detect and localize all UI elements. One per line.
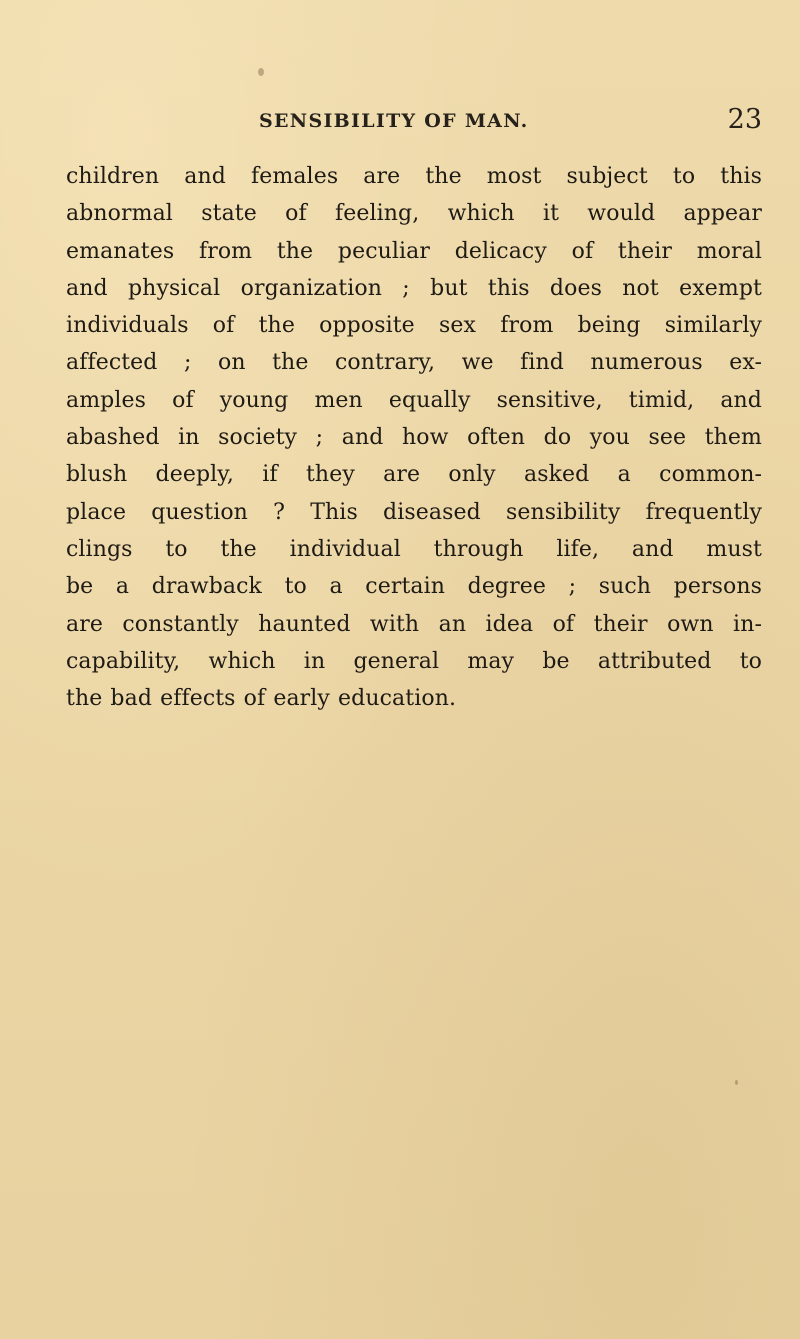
text-line: and physical organization ; but this does not exempt xyxy=(66,275,762,301)
page-number: 23 xyxy=(727,104,762,135)
paper-speck xyxy=(735,1080,738,1085)
text-line: children and females are the most subject to this xyxy=(66,164,762,189)
running-head xyxy=(66,106,762,136)
text-line: abashed in society ; and how often do you see them xyxy=(66,425,762,451)
text-line: be a drawback to a certain degree ; such persons xyxy=(66,574,762,600)
text-line: are constantly haunted with an idea of their own in- xyxy=(66,611,762,637)
running-head-title: SENSIBILITY OF MAN. xyxy=(259,110,529,132)
text-line: capability, which in general may be attributed to xyxy=(66,648,762,674)
text-line: clings to the individual through life, and must xyxy=(66,536,762,562)
text-line: blush deeply, if they are only asked a common- xyxy=(66,462,762,488)
text-line: place question ? This diseased sensibility frequently xyxy=(66,499,762,525)
text-line: individuals of the opposite sex from being similarly xyxy=(66,313,762,339)
text-line: amples of young men equally sensitive, timid, and xyxy=(66,387,762,413)
paper-speck xyxy=(258,68,264,76)
text-line-last: the bad effects of early education. xyxy=(66,686,457,712)
text-line: abnormal state of feeling, which it would appear xyxy=(66,201,762,227)
text-line: affected ; on the contrary, we find numerous ex- xyxy=(66,350,762,376)
text-line: emanates from the peculiar delicacy of their moral xyxy=(66,238,762,264)
body-paragraph xyxy=(66,158,762,717)
